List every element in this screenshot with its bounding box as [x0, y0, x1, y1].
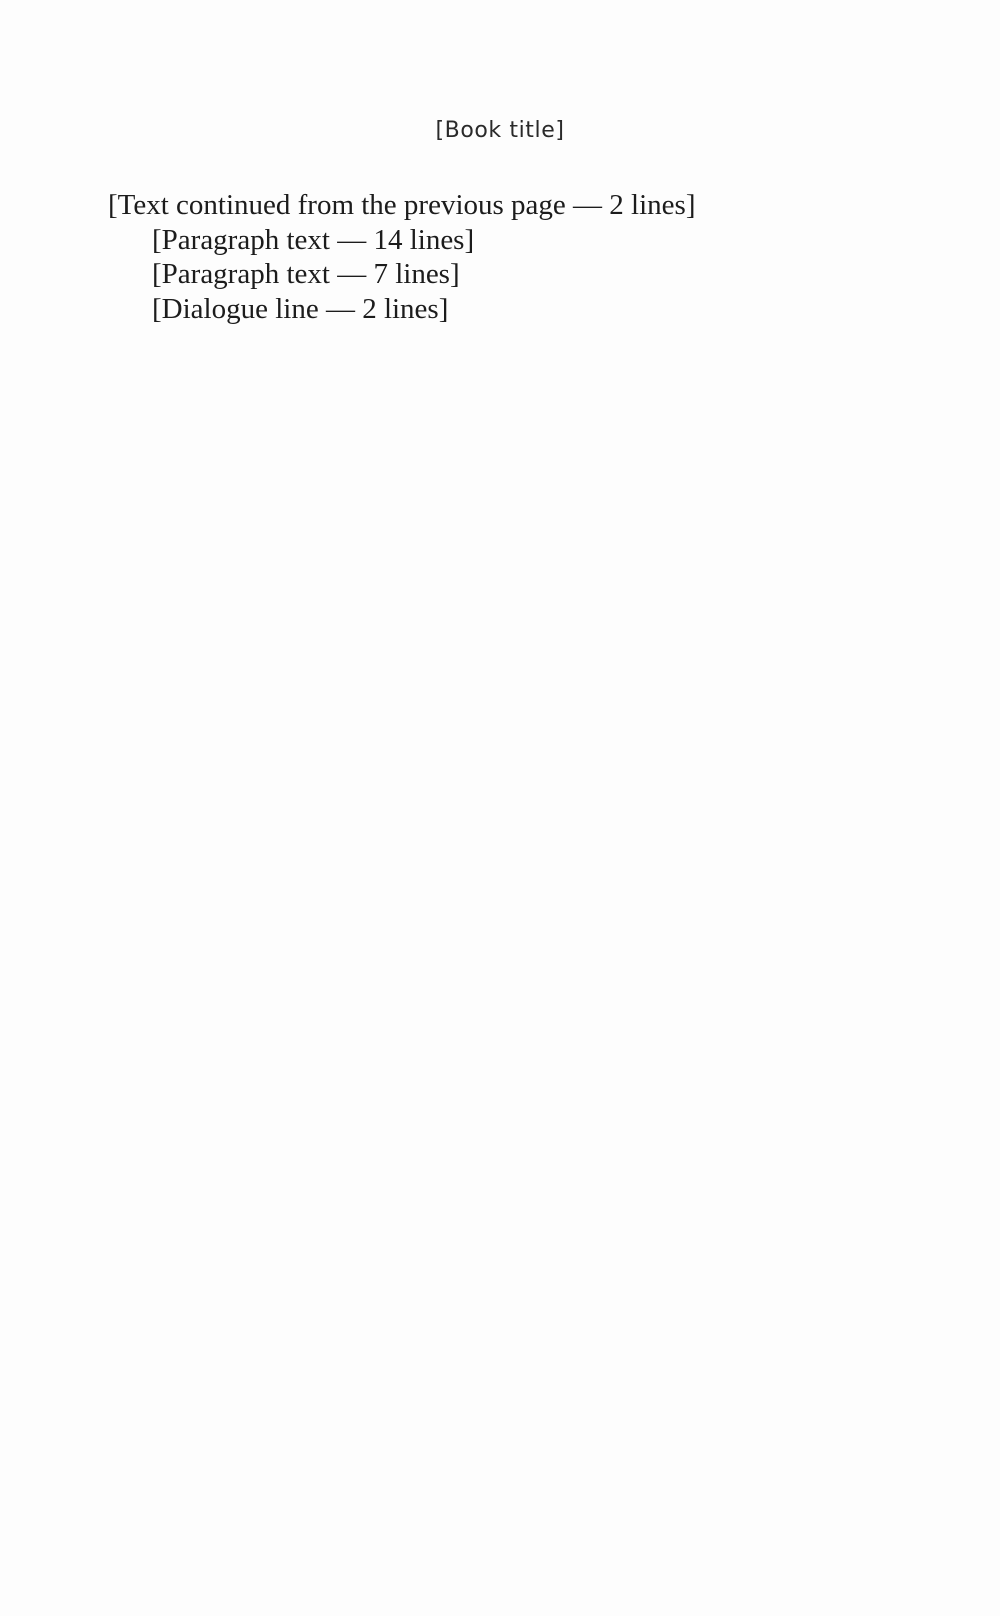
- paragraph-continued: [Text continued from the previous page — 2 lines]: [108, 189, 696, 221]
- running-header: [Book title]: [435, 118, 565, 143]
- body-text: [108, 188, 838, 326]
- paragraph-dialogue: [Dialogue line — 2 lines]: [152, 292, 449, 325]
- paragraph: [Paragraph text — 7 lines]: [152, 258, 460, 290]
- paragraph: [Paragraph text — 14 lines]: [152, 223, 475, 256]
